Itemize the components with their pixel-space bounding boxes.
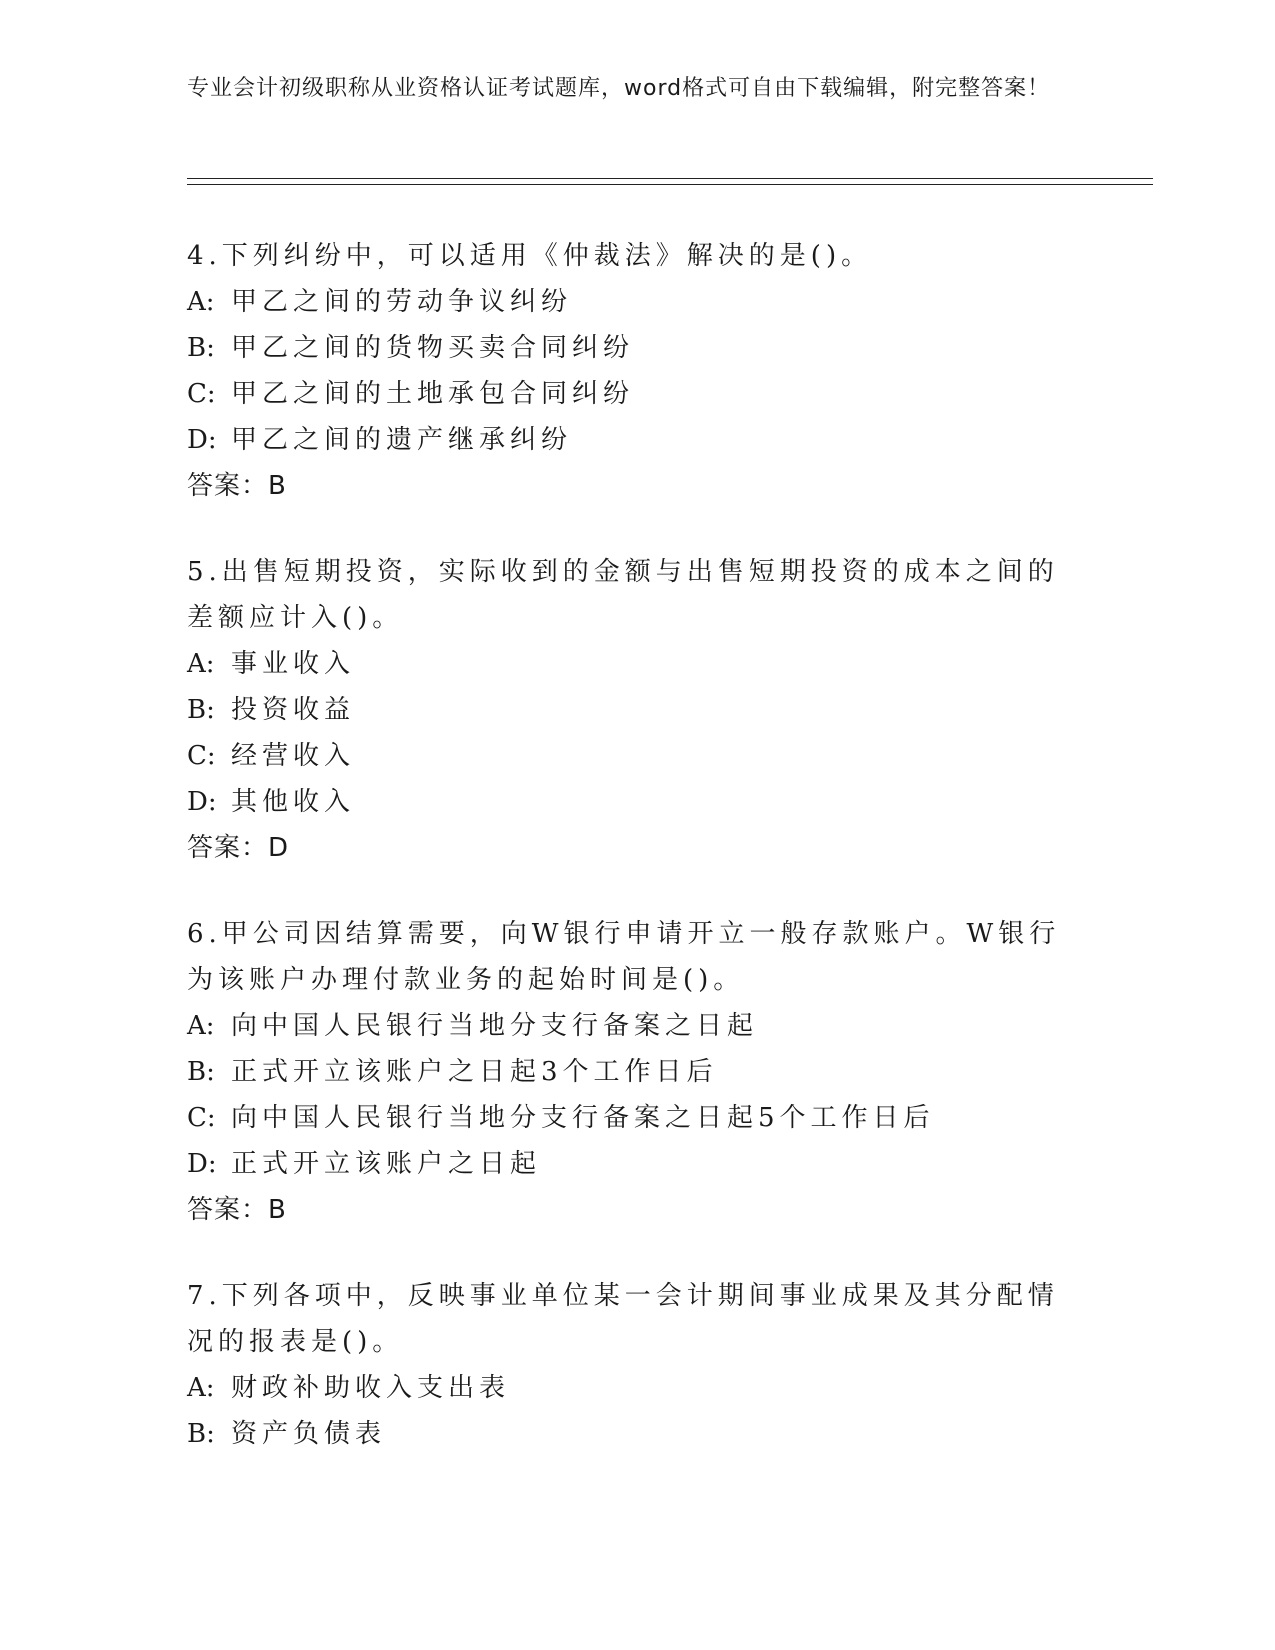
option-a: [187, 1365, 1087, 1411]
option-text: 向中国人民银行当地分支行备案之日起: [231, 1011, 759, 1041]
option-text: 财政补助收入支出表: [231, 1373, 511, 1403]
option-b: [187, 1049, 1087, 1095]
option-a: [187, 641, 1087, 687]
option-text: 资产负债表: [231, 1419, 387, 1449]
option-text: 经营收入: [231, 741, 356, 771]
question-stem: 5.出售短期投资，实际收到的金额与出售短期投资的成本之间的差额应计入()。: [187, 557, 1059, 633]
option-text: 甲乙之间的遗产继承纠纷: [231, 425, 573, 455]
option-b: [187, 325, 1087, 371]
header-divider-bottom: [187, 184, 1153, 185]
question-7: [187, 1273, 1087, 1457]
option-b: [187, 1411, 1087, 1457]
question-6: [187, 911, 1087, 1233]
option-key: B:: [187, 333, 215, 363]
option-key: D:: [187, 425, 217, 455]
answer-line: 答案：B: [187, 471, 287, 501]
question-5: [187, 549, 1087, 871]
option-text: 事业收入: [231, 649, 356, 679]
option-a: [187, 1003, 1087, 1049]
option-key: D:: [187, 787, 217, 817]
header-divider-top: [187, 178, 1153, 179]
answer-line: 答案：B: [187, 1195, 287, 1225]
option-key: C:: [187, 1103, 216, 1133]
option-key: A:: [187, 287, 215, 317]
option-c: [187, 733, 1087, 779]
option-d: [187, 1141, 1087, 1187]
option-text: 甲乙之间的土地承包合同纠纷: [231, 379, 635, 409]
option-d: [187, 779, 1087, 825]
document-header: 专业会计初级职称从业资格认证考试题库，word格式可自由下载编辑，附完整答案！: [187, 76, 1051, 101]
option-d: [187, 417, 1087, 463]
option-key: C:: [187, 741, 216, 771]
answer-line: 答案：D: [187, 833, 290, 863]
option-text: 向中国人民银行当地分支行备案之日起5个工作日后: [231, 1103, 935, 1133]
option-text: 其他收入: [231, 787, 356, 817]
option-b: [187, 687, 1087, 733]
option-c: [187, 1095, 1087, 1141]
option-key: A:: [187, 1011, 215, 1041]
option-key: B:: [187, 695, 215, 725]
option-key: D:: [187, 1149, 217, 1179]
option-text: 甲乙之间的货物买卖合同纠纷: [231, 333, 635, 363]
option-a: [187, 279, 1087, 325]
question-stem: 6.甲公司因结算需要，向W银行申请开立一般存款账户。W银行为该账户办理付款业务的起始时间是()。: [187, 919, 1061, 995]
question-stem: 7.下列各项中，反映事业单位某一会计期间事业成果及其分配情况的报表是()。: [187, 1281, 1059, 1357]
option-key: B:: [187, 1057, 215, 1087]
option-c: [187, 371, 1087, 417]
option-text: 甲乙之间的劳动争议纠纷: [231, 287, 573, 317]
option-text: 正式开立该账户之日起: [231, 1149, 542, 1179]
question-stem: 4.下列纠纷中，可以适用《仲裁法》解决的是()。: [187, 241, 873, 271]
option-key: C:: [187, 379, 216, 409]
question-4: [187, 233, 1087, 509]
option-text: 正式开立该账户之日起3个工作日后: [231, 1057, 718, 1087]
option-text: 投资收益: [231, 695, 356, 725]
question-list: [187, 233, 1087, 1497]
option-key: B:: [187, 1419, 215, 1449]
option-key: A:: [187, 649, 215, 679]
option-key: A:: [187, 1373, 215, 1403]
